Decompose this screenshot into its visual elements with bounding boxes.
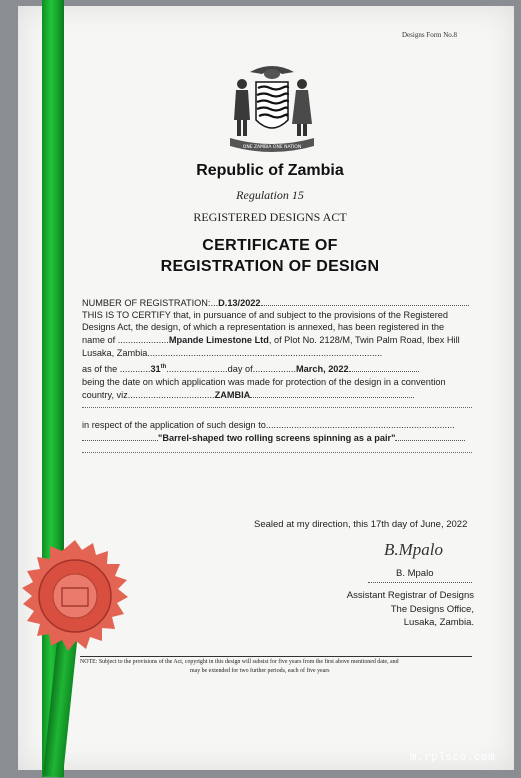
applicant-address: , of Plot No. 2128/M, Twin Palm Road, Ibex Hill bbox=[268, 335, 460, 345]
blank-rule bbox=[82, 452, 472, 453]
design-line bbox=[82, 433, 472, 443]
day-suffix: th bbox=[160, 364, 167, 370]
registration-number-line bbox=[82, 298, 472, 308]
country-label: country, viz.................................. bbox=[82, 390, 215, 400]
registration-label: NUMBER OF REGISTRATION:... bbox=[82, 298, 219, 308]
motto-text: ONE ZAMBIA ONE NATION bbox=[242, 145, 302, 150]
sealed-text: Sealed at my direction, this 17th day of June, 2022 bbox=[254, 519, 468, 530]
respect-line: in respect of the application of such design to.......................................................................... bbox=[82, 420, 455, 430]
day-value: 31 bbox=[150, 364, 161, 375]
note-line-1: NOTE: Subject to the provisions of the Act, copyright in this design will subsist for five years from the first above mentioned date, and bbox=[80, 659, 399, 665]
application-date-text: being the date on which application was made for protection of the design in a convention bbox=[82, 377, 446, 387]
office-city: Lusaka, Zambia. bbox=[403, 617, 474, 628]
coat-of-arms-icon bbox=[222, 58, 322, 162]
regulation-label: Regulation 15 bbox=[236, 188, 304, 202]
registration-number: D.13/2022 bbox=[218, 298, 261, 308]
address-line: Lusaka, Zambia............................................................................................ bbox=[82, 348, 383, 358]
signature: B.Mpalo bbox=[384, 540, 444, 559]
date-line bbox=[82, 364, 472, 374]
body-line-1: THIS IS TO CERTIFY that, in pursuance of and subject to the provisions of the Registered bbox=[82, 310, 448, 320]
title-line-1: CERTIFICATE OF bbox=[202, 237, 338, 254]
body-line-2: Designs Act, the design, of which a representation is annexed, has been registered in the bbox=[82, 322, 445, 332]
blank-rule bbox=[82, 407, 472, 408]
office-name: The Designs Office, bbox=[390, 604, 474, 615]
act-label: REGISTERED DESIGNS ACT bbox=[193, 210, 347, 224]
note-line-2: may be extended for two further periods, each of five years bbox=[190, 668, 330, 674]
design-description: "Barrel-shaped two rolling screens spinning as a pair" bbox=[158, 433, 396, 443]
day-of-label: ........................day of................. bbox=[166, 364, 297, 375]
country-value: ZAMBIA bbox=[214, 390, 251, 400]
name-label: name of .................... bbox=[82, 335, 169, 345]
signatory-title: Assistant Registrar of Designs bbox=[346, 590, 474, 601]
as-of-label: as of the ............ bbox=[82, 364, 151, 375]
applicant-name: Mpande Limestone Ltd bbox=[168, 335, 269, 345]
country-heading: Republic of Zambia bbox=[196, 162, 344, 179]
signatory-name: B. Mpalo bbox=[396, 568, 434, 579]
signature-rule bbox=[368, 582, 472, 583]
month-value: March, 2022 bbox=[296, 364, 349, 375]
applicant-line bbox=[82, 335, 472, 345]
title-line-2: REGISTRATION OF DESIGN bbox=[160, 258, 380, 275]
note-rule bbox=[80, 656, 472, 657]
country-line bbox=[82, 390, 472, 400]
form-number: Designs Form No.8 bbox=[402, 31, 458, 39]
wax-seal-icon bbox=[14, 538, 136, 660]
watermark: m.rplsco.com bbox=[410, 752, 496, 764]
